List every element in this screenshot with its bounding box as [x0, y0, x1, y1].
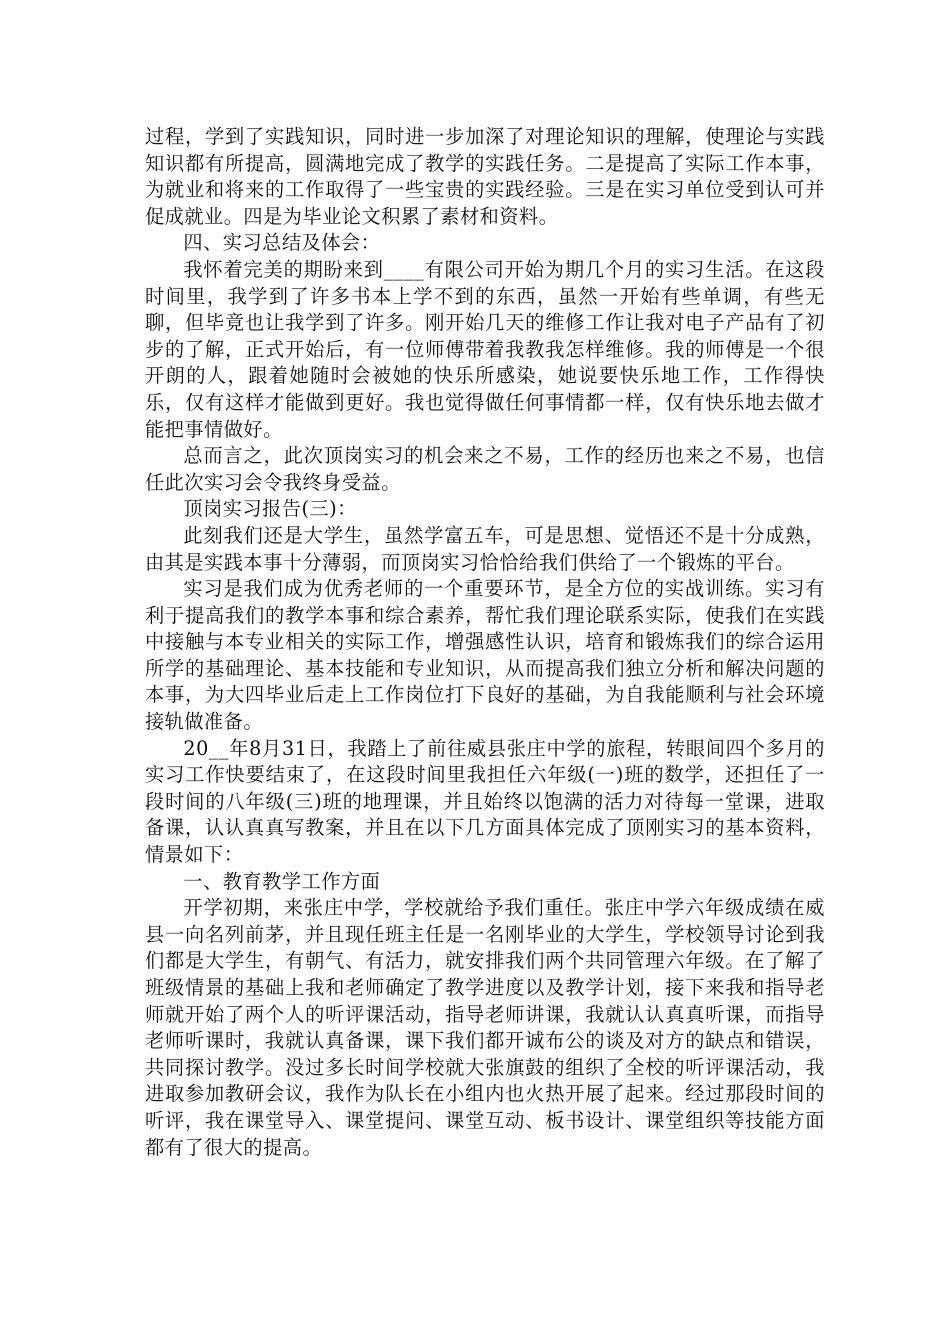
- section-heading-report-three: 顶岗实习报告(三)：: [183, 497, 357, 521]
- paragraph-internship-life: 我怀着完美的期盼来到____有限公司开始为期几个月的实习生活。在这段时间里，我学到了许多书本上学不到的东西，虽然一开始有些单调，有些无聊，但毕竟也让我学到了许多。刚开始几天的维修工作让我对电子产品有了初步的了解，正式开始后，有一位师傅带着我教我怎样维修。我的师傅是一个很开朗的人，跟着她随时会被她的快乐所感染，她说要快乐地工作，工作得快乐，仅有这样才能做到更好。我也觉得做任何事情都一样，仅有快乐地去做才能把事情做好。: [145, 257, 825, 441]
- section-heading-summary: 四、实习总结及体会：: [183, 231, 381, 255]
- paragraph-students-now: 此刻我们还是大学生，虽然学富五车，可是思想、觉悟还不是十分成熟，由其是实践本事十分薄弱，而顶岗实习恰恰给我们供给了一个锻炼的平台。: [145, 523, 825, 574]
- paragraph-teaching-work: 开学初期，来张庄中学，学校就给予我们重任。张庄中学六年级成绩在威县一向名列前茅，并且现任班主任是一名刚毕业的大学生，学校领导讨论到我们都是大学生，有朝气、有活力，就安排我们两个共同管理六年级。在了解了班级情景的基础上我和老师确定了教学进度以及教学计划，接下来我和指导老师就开始了两个人的听评课活动，指导老师讲课，我就认认真真听课，而指导老师听课时，我就认真备课，课下我们都开诚布公的谈及对方的缺点和错误，共同探讨教学。没过多长时间学校就大张旗鼓的组织了全校的听评课活动，我进取参加教研会议，我作为队长在小组内也火热开展了起来。经过那段时间的听评，我在课堂导入、课堂提问、课堂互动、板书设计、课堂组织等技能方面都有了很大的提高。: [145, 896, 825, 1159]
- paragraph-journey: 20__年8月31日，我踏上了前往威县张庄中学的旅程，转眼间四个多月的实习工作快要结束了，在这段时间里我担任六年级(一)班的数学，还担任了一段时间的八年级(三)班的地理课，并且始终以饱满的活力对待每一堂课，进取备课，认认真真写教案，并且在以下几方面具体完成了顶刚实习的基本资料，情景如下：: [145, 736, 825, 867]
- paragraph-intro-continuation: 过程，学到了实践知识，同时进一步加深了对理论知识的理解，使理论与实践知识都有所提高，圆满地完成了教学的实践任务。二是提高了实际工作本事，为就业和将来的工作取得了一些宝贵的实践经验。三是在实习单位受到认可并促成就业。四是为毕业论文积累了素材和资料。: [145, 125, 825, 228]
- paragraph-conclusion: 总而言之，此次顶岗实习的机会来之不易，工作的经历也来之不易，也信任此次实习会令我终身受益。: [145, 444, 825, 494]
- document-body: [145, 124, 825, 1161]
- section-heading-teaching: 一、教育教学工作方面: [183, 869, 381, 893]
- paragraph-internship-importance: 实习是我们成为优秀老师的一个重要环节，是全方位的实战训练。实习有利于提高我们的教学本事和综合素养，帮忙我们理论联系实际，使我们在实践中接触与本专业相关的实际工作，增强感性认识，培育和锻炼我们的综合运用所学的基础理论、基本技能和专业知识，从而提高我们独立分析和解决问题的本事，为大四毕业后走上工作岗位打下良好的基础，为自我能顺利与社会环境接轨做准备。: [145, 577, 825, 734]
